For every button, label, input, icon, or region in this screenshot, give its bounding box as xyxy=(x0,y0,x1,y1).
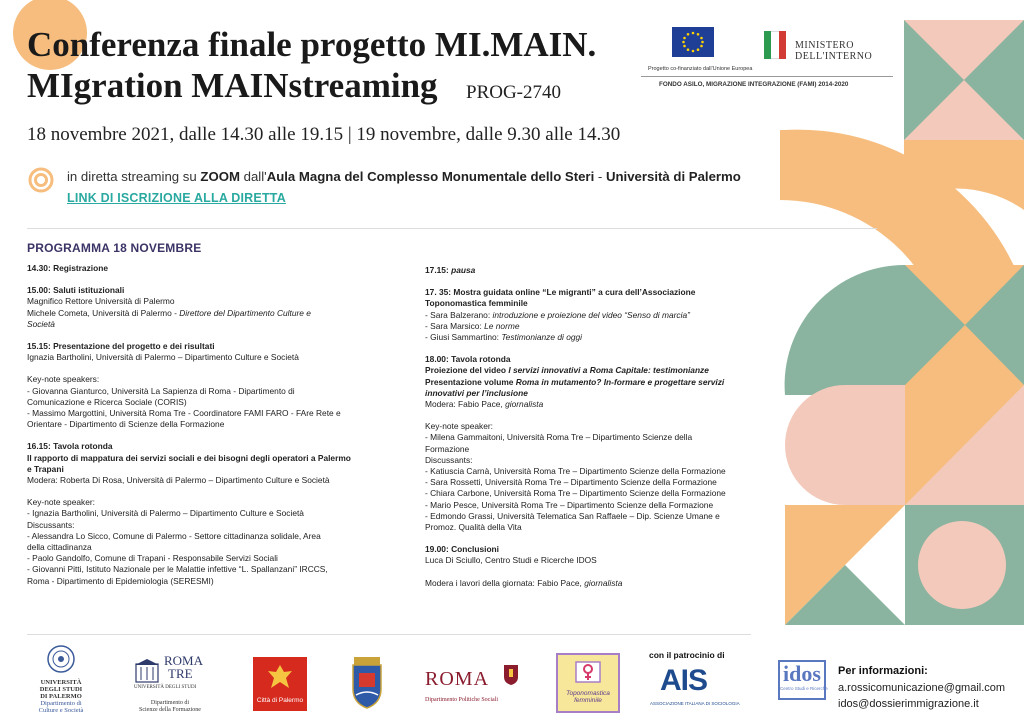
session-presentation-title: 15.15: Presentazione del progetto e dei risultati xyxy=(27,341,215,352)
registration-link[interactable]: LINK DI ISCRIZIONE ALLA DIRETTA xyxy=(67,191,286,205)
palermo-eagle-icon xyxy=(265,662,295,692)
italy-emblem-icon xyxy=(764,31,786,59)
pink-half-circle-decoration xyxy=(785,385,845,505)
contact-email-1[interactable]: a.rossicomunicazione@gmail.com xyxy=(838,682,1006,694)
session-greetings-title: 15.00: Saluti istituzionali xyxy=(27,285,125,296)
unipa-seal-icon xyxy=(46,644,76,674)
streaming-info: in diretta streaming su ZOOM dall'Aula Magna del Complesso Monumentale dello Steri - Università di Palermo xyxy=(67,169,741,184)
title-line-2: MIgration MAINstreaming xyxy=(27,66,438,105)
fami-fund: FONDO ASILO, MIGRAZIONE INTEGRAZIONE (FAMI) 2014-2020 xyxy=(659,81,849,88)
contact-email-2[interactable]: idos@dossierimmigrazione.it xyxy=(838,698,979,710)
title-line-1: Conferenza finale progetto MI.MAIN. xyxy=(27,25,597,64)
info-heading: Per informazioni: xyxy=(838,665,928,677)
roma-shield-icon xyxy=(503,664,519,686)
patronage-label: con il patrocinio di xyxy=(649,650,725,660)
session-conclusions-title: 19.00: Conclusioni xyxy=(425,544,499,555)
green-half-circle-decoration xyxy=(785,265,905,395)
citta-palermo-logo: Città di Palermo xyxy=(253,657,307,711)
pink-circle-decoration xyxy=(918,521,1006,609)
roma-tre-building-icon xyxy=(134,658,160,684)
program-column-right: 17.15: pausa 17. 35: Mostra guidata online “Le migranti” a cura dell’Associazione Toponomastica femminile - Sara Balzerano: introduzione e proiezione del video “Senso di marcia” - Sara Marsico: Le norme - Giusi Sammartino: Testimonianze di oggi 18.00: Tavola rotonda Proiezione del video I servizi innovativi a Roma Capitale: testimonianze Presentazione volume Roma in mutamento? In-formare e progettare servizi innovativi per l’inclusione Modera: Fabio Pace, giornalista Key-note speaker: - Milena Gammaitoni, Università Roma Tre – Dipartimento Scienze della Formazione Discussants: - Katiuscia Carnà, Università Roma Tre – Dipartimento Scienze della Formazione - Sara Rossetti, Università Roma Tre – Dipartimento Scienze della Formazione - Chiara Carbone, Università Roma Tre – Dipartimento Scienze della Formazione - Mario Pesce, Università Roma Tre – Dipartimento Scienze della Formazione - Edmondo Grassi, Università Telematica San Raffaele – Dip. Scienze Umane e Promoz. Qualità della Vita 19.00: Conclusioni Luca Di Sciullo, Centro Studi e Ricerche IDOS Modera i lavori della giornata: Fabio Pace, giornalista xyxy=(425,265,775,589)
program-heading: PROGRAMMA 18 NOVEMBRE xyxy=(27,241,202,255)
female-symbol-icon xyxy=(573,659,603,685)
session-registration: 14.30: Registrazione xyxy=(27,263,108,273)
session-exhibition-title: 17. 35: Mostra guidata online “Le migranti” a cura dell’Associazione xyxy=(425,287,696,298)
project-code: PROG-2740 xyxy=(466,82,562,103)
pink-rect-decoration xyxy=(845,385,905,505)
eu-caption: Progetto co-finanziato dall'Unione Europea xyxy=(648,66,753,72)
idos-logo: idos Centro Studi e Ricerche xyxy=(778,660,826,700)
session-roundtable-2-title: 18.00: Tavola rotonda xyxy=(425,354,511,365)
section-divider xyxy=(27,228,877,229)
toponomastica-logo: Toponomastica femminile xyxy=(556,653,620,713)
program-column-left: 14.30: Registrazione 15.00: Saluti istituzionali Magnifico Rettore Università di Palermo Michele Cometa, Università di Palermo - Direttore del Dipartimento Culture e Società 15.15: Presentazione del progetto e dei risultati Ignazia Bartholini, Università di Palermo – Dipartimento Culture e Società Key-note speakers: - Giovanna Gianturco, Università La Sapienza di Roma - Dipartimento di Comunicazione e Ricerca Sociale (CORIS) - Massimo Margottini, Università Roma Tre - Coordinatore FAMI FARO - FAre Rete e Orientare - Dipartimento di Scienze della Formazione 16.15: Tavola rotonda Il rapporto di mappatura dei servizi sociali e dei bisogni degli operatori a Palermo e Trapani Modera: Roberta Di Rosa, Università di Palermo – Dipartimento Culture e Società Key-note speaker: - Ignazia Bartholini, Università di Palermo – Dipartimento Culture e Società Discussants: - Alessandra Lo Sicco, Comune di Palermo - Settore cittadinanza solidale, Area della cittadinanza - Paolo Gandolfo, Comune di Trapani - Responsabile Servizi Sociali - Giovanni Pitti, Istituto Nazionale per le Malattie infettive “L. Spallanzani” IRCCS, Roma - Dipartimento di Epidemiologia (SERESMI) xyxy=(27,263,387,587)
ais-subtitle: ASSOCIAZIONE ITALIANA DI SOCIOLOGIA xyxy=(650,701,740,706)
eu-flag-icon xyxy=(672,27,714,57)
unipa-logo: UNIVERSITÀ DEGLI STUDI DI PALERMO Dipartimento di Culture e Società xyxy=(30,644,92,714)
session-break: 17.15: pausa xyxy=(425,265,476,275)
ais-logo: AIS xyxy=(660,664,708,697)
event-dates: 18 novembre 2021, dalle 14.30 alle 19.15 | 19 novembre, dalle 9.30 alle 14.30 xyxy=(27,124,621,145)
footer-divider xyxy=(27,634,751,635)
sponsor-divider xyxy=(641,76,893,77)
trapani-crest-icon xyxy=(350,655,384,709)
session-roundtable-title: 16.15: Tavola rotonda xyxy=(27,441,113,452)
broadcast-icon xyxy=(28,167,54,193)
ministry-name: MINISTERO DELL'INTERNO xyxy=(795,40,873,62)
roma-capitale-logo: ROMA Dipartimento Politiche Sociali xyxy=(425,668,498,703)
